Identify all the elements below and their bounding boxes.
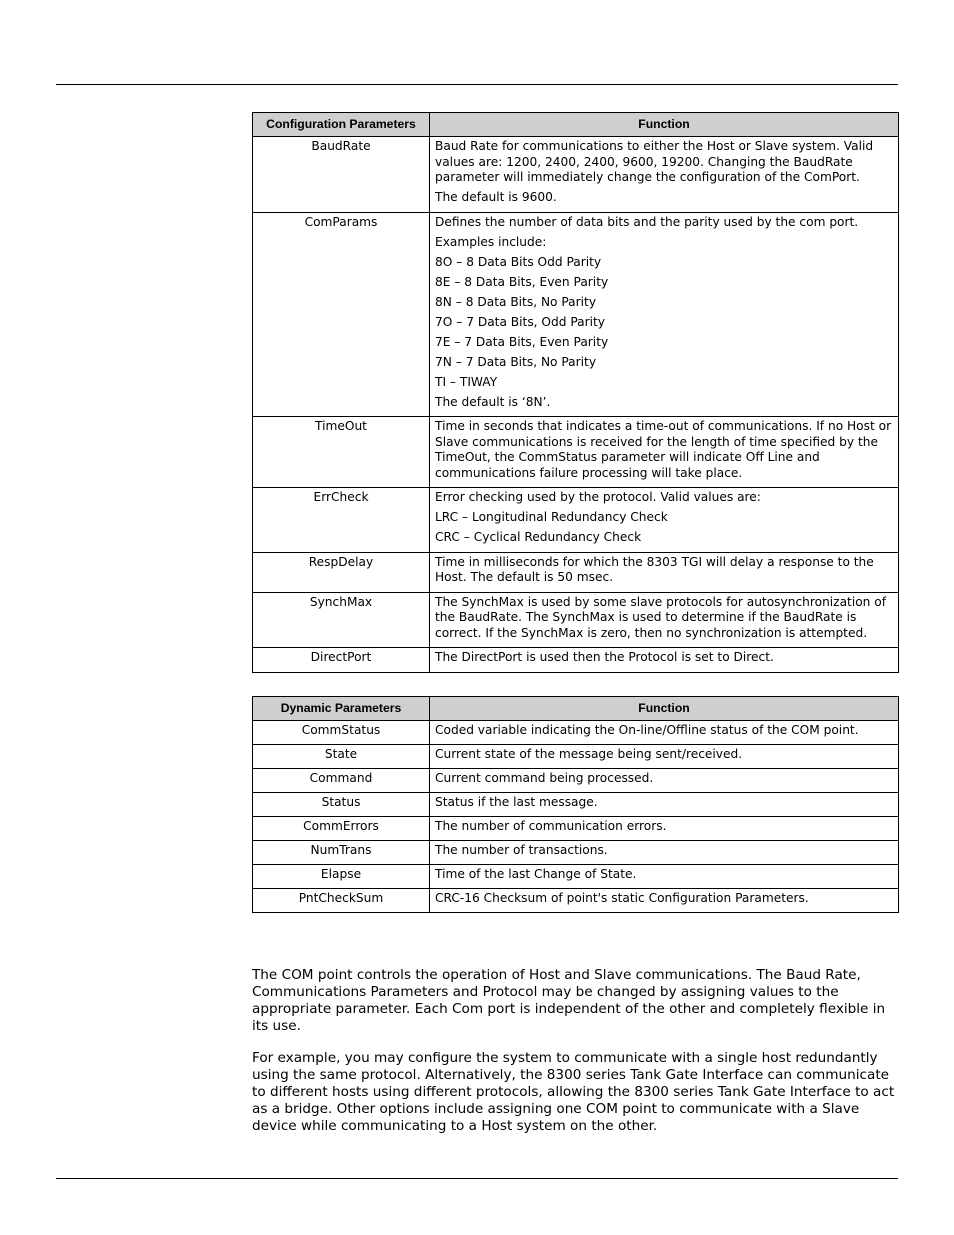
function-text: The SynchMax is used by some slave protocols for autosynchronization of the BaudRate. The SynchMax is used to determine if the BaudRate is correct. If the SynchMax is zero, then no synchronization is attempted. [435,594,887,640]
function-text: CRC-16 Checksum of point's static Configuration Parameters. [435,891,809,905]
table-row [253,817,899,841]
function-text: The default is 9600. [435,190,557,204]
function-text: Examples include: [435,234,547,249]
table-row [253,745,899,769]
parameter-name: DirectPort [253,648,430,673]
parameter-function [430,552,899,592]
function-text: Baud Rate for communications to either the Host or Slave system. Valid values are: 1200, 2400, 2400, 9600, 19200. Changing the BaudRate parameter will immediately change the configuration of the ComPort. [435,139,874,184]
function-text: TI – TIWAY [435,374,498,389]
parameter-name: TimeOut [253,417,430,488]
function-text: Current command being processed. [435,771,654,785]
parameter-name: RespDelay [253,552,430,592]
function-text: Error checking used by the protocol. Valid values are: [435,490,761,504]
parameter-function [430,769,899,793]
table-row [253,137,899,213]
parameter-name: NumTrans [253,841,430,865]
parameter-name: BaudRate [253,137,430,213]
parameter-function [430,865,899,889]
function-text: Time in seconds that indicates a time-out of communications. If no Host or Slave communications is received for the length of time specified by the TimeOut, the CommStatus parameter will indicate Off Line and communications failure processing will take place. [435,419,892,480]
table-row [253,841,899,865]
function-text: Time in milliseconds for which the 8303 TGI will delay a response to the Host. The default is 50 msec. [435,554,874,584]
table-row [253,552,899,592]
parameter-name: State [253,745,430,769]
table-row [253,212,899,417]
function-text: The number of transactions. [435,843,608,857]
parameter-name: Elapse [253,865,430,889]
parameter-name: Command [253,769,430,793]
parameter-name: Status [253,793,430,817]
parameter-name: ErrCheck [253,488,430,553]
column-header-function: Function [430,697,899,721]
function-text: The DirectPort is used then the Protocol is set to Direct. [435,650,774,664]
parameter-function [430,417,899,488]
function-text: 7O – 7 Data Bits, Odd Parity [435,314,606,329]
table-row [253,865,899,889]
parameter-function [430,488,899,553]
table-row [253,417,899,488]
footer-rule [56,1178,898,1179]
header-rule [56,84,898,85]
function-text: 8O – 8 Data Bits Odd Parity [435,254,602,269]
function-text: Coded variable indicating the On-line/Offline status of the COM point. [435,723,859,737]
dynamic-parameters-table [252,696,899,913]
body-paragraph: The COM point controls the operation of Host and Slave communications. The Baud Rate, Communications Parameters and Protocol may be changed by assigning values to the appropriate parameter. Each Com port is independent of the other and completely flexible in its use. [252,967,886,1034]
table-row [253,648,899,673]
parameter-function [430,793,899,817]
parameter-name: CommStatus [253,721,430,745]
parameter-function [430,212,899,417]
parameter-name: CommErrors [253,817,430,841]
column-header-parameters: Configuration Parameters [253,113,430,137]
function-text: Current state of the message being sent/received. [435,747,743,761]
parameter-function [430,592,899,648]
parameter-function [430,841,899,865]
column-header-function: Function [430,113,899,137]
function-text: 7N – 7 Data Bits, No Parity [435,354,597,369]
parameter-function [430,745,899,769]
function-text: The number of communication errors. [435,819,667,833]
parameter-function [430,817,899,841]
function-text: 7E – 7 Data Bits, Even Parity [435,334,609,349]
column-header-parameters: Dynamic Parameters [253,697,430,721]
table-row [253,592,899,648]
function-text: Defines the number of data bits and the parity used by the com port. [435,214,859,229]
parameter-function [430,889,899,913]
function-text: Time of the last Change of State. [435,867,637,881]
configuration-parameters-table [252,112,899,673]
table-row [253,488,899,553]
parameter-function [430,648,899,673]
parameter-function [430,721,899,745]
function-text: 8E – 8 Data Bits, Even Parity [435,274,609,289]
table-header-row [253,113,899,137]
parameter-name: ComParams [253,212,430,417]
parameter-function [430,137,899,213]
body-paragraph: For example, you may configure the system to communicate with a single host redundantly using the same protocol. Alternatively, the 8300 series Tank Gate Interface can communicate to different hosts using different protocols, allowing the 8300 series Tank Gate Interface to act as a bridge. Other options include assigning one COM point to communicate with a Slave device while communicating to a Host system on the other. [252,1050,895,1134]
function-text: Status if the last message. [435,795,598,809]
function-text: CRC – Cyclical Redundancy Check [435,530,642,544]
parameter-name: PntCheckSum [253,889,430,913]
table-row [253,721,899,745]
function-text: 8N – 8 Data Bits, No Parity [435,294,597,309]
table-row [253,793,899,817]
parameter-name: SynchMax [253,592,430,648]
table-header-row [253,697,899,721]
table-row [253,889,899,913]
function-text: LRC – Longitudinal Redundancy Check [435,510,668,524]
table-row [253,769,899,793]
function-text: The default is ‘8N’. [435,394,551,409]
